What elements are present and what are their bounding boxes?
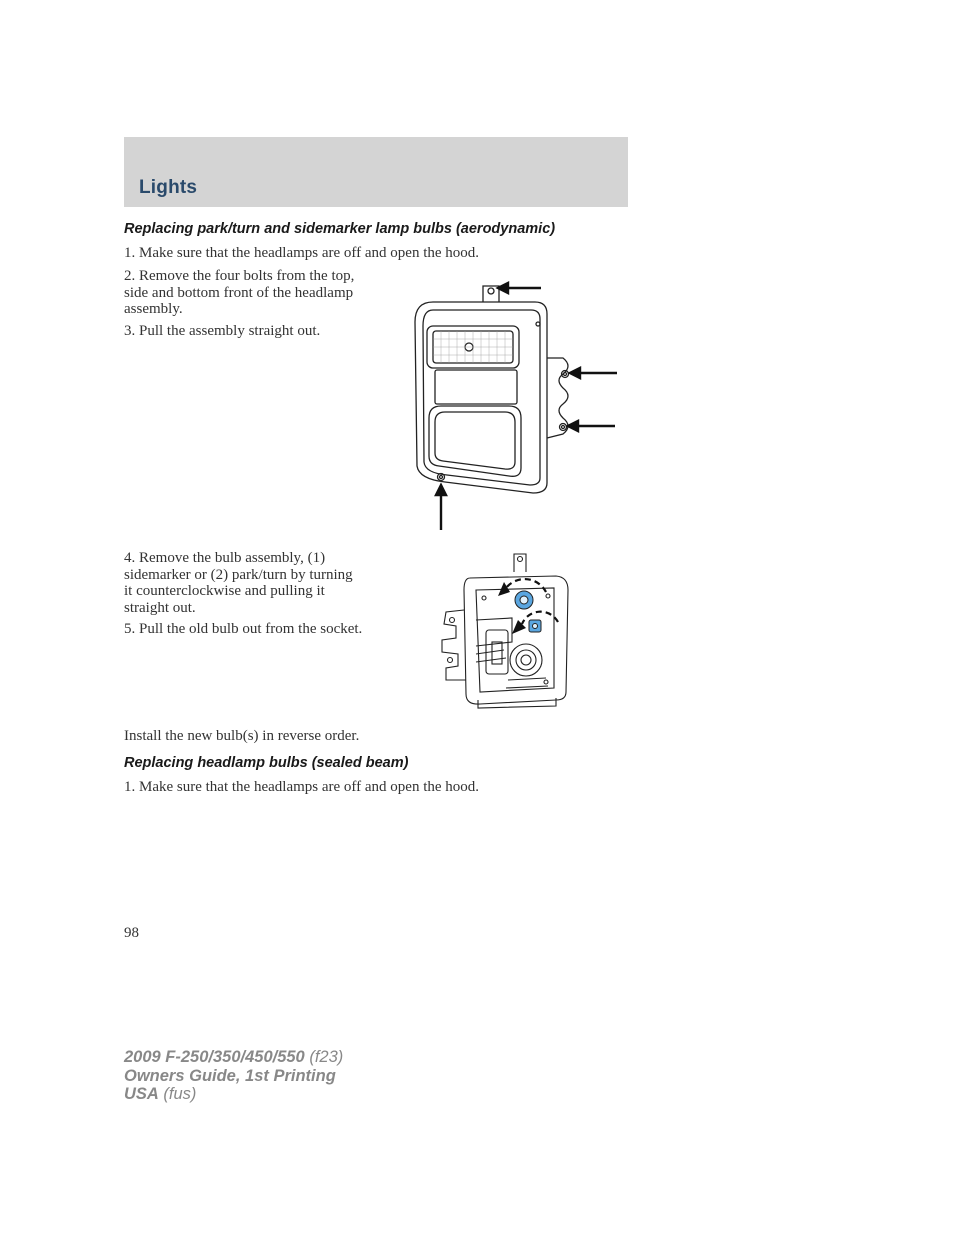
footer-line-guide: Owners Guide, 1st Printing bbox=[124, 1066, 336, 1085]
section-title: Lights bbox=[139, 177, 198, 198]
document-footer bbox=[124, 1048, 343, 1104]
step-3: 3. Pull the assembly straight out. bbox=[124, 323, 321, 339]
footer-line-market bbox=[124, 1085, 343, 1104]
install-note: Install the new bulb(s) in reverse order. bbox=[124, 728, 360, 744]
footer-model: 2009 F-250/350/450/550 bbox=[124, 1048, 305, 1066]
step-1: 1. Make sure that the headlamps are off and open the hood. bbox=[124, 245, 480, 261]
page-number: 98 bbox=[124, 925, 139, 941]
section-header-band bbox=[124, 137, 628, 207]
footer-market-code: (fus) bbox=[158, 1085, 197, 1103]
subheading-sealed-beam: Replacing headlamp bulbs (sealed beam) bbox=[124, 755, 409, 771]
step-5: 5. Pull the old bulb out from the socket. bbox=[124, 621, 363, 637]
footer-line-model bbox=[124, 1048, 343, 1067]
footer-model-code: (f23) bbox=[304, 1048, 344, 1066]
subheading-park-turn: Replacing park/turn and sidemarker lamp bulbs (aerodynamic) bbox=[124, 221, 556, 237]
step-2: 2. Remove the four bolts from the top, side and bottom front of the headlamp assembly. bbox=[124, 268, 355, 317]
headlamp-assembly-figure bbox=[405, 278, 630, 536]
footer-market: USA bbox=[124, 1085, 159, 1103]
step-4: 4. Remove the bulb assembly, (1) sidemarker or (2) park/turn by turning it counterclockwise and pulling it straight out. bbox=[124, 550, 353, 616]
bulb-socket-figure bbox=[436, 550, 571, 710]
sealed-beam-step-1: 1. Make sure that the headlamps are off and open the hood. bbox=[124, 779, 480, 795]
